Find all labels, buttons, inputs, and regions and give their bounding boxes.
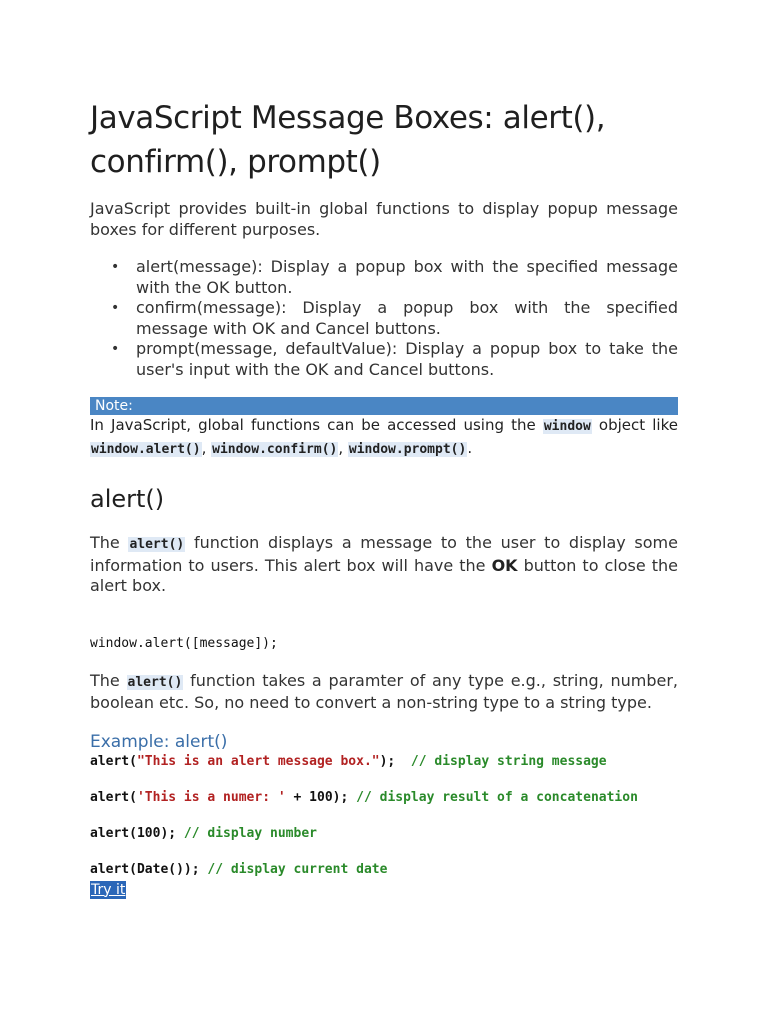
- code-comment: // display result of a concatenation: [356, 789, 638, 805]
- note-separator: ,: [338, 438, 348, 457]
- bullet-icon: •: [111, 341, 120, 357]
- functions-list: [90, 257, 678, 380]
- note-end: .: [467, 438, 473, 457]
- list-item-text: prompt(message, defaultValue): Display a popup box to take the user's input with the OK and Cancel buttons.: [136, 339, 678, 379]
- alert-description: [90, 533, 678, 597]
- code-text: alert(: [90, 789, 137, 805]
- window-confirm-code: window.confirm(): [212, 441, 338, 457]
- code-line: [90, 789, 678, 807]
- page-title-line2: confirm(), prompt(): [90, 144, 381, 180]
- code-text: alert(Date());: [90, 861, 208, 877]
- note-text-middle: object like: [598, 416, 678, 434]
- code-string: "This is an alert message box.": [136, 753, 380, 769]
- example-code-block: [90, 753, 678, 879]
- code-line: [90, 861, 678, 879]
- list-item-text: confirm(message): Display a popup box with the specified message with OK and Cancel buttons.: [136, 298, 678, 338]
- code-comment: // display number: [183, 825, 317, 841]
- example-title: Example: alert(): [90, 731, 228, 752]
- bullet-icon: •: [111, 259, 120, 275]
- code-string: 'This is a numer: ': [136, 789, 286, 805]
- ok-text: OK: [491, 555, 518, 575]
- alert-param-post: function takes a paramter of any type e.g., string, number, boolean etc. So, no need to convert a non-string type to a string type.: [90, 670, 679, 712]
- code-line: [90, 753, 678, 771]
- alert-param-pre: The: [90, 670, 120, 690]
- code-comment: // display string message: [410, 753, 607, 769]
- try-it-link[interactable]: Try it: [91, 881, 126, 898]
- alert-desc-post: button to close the alert box.: [90, 555, 679, 595]
- code-text: );: [379, 753, 411, 769]
- alert-desc-pre: The: [90, 533, 120, 552]
- alert-desc-mid: function displays a message to the user to display some information to users. This alert box will have the: [90, 533, 678, 575]
- page-title-line1: JavaScript Message Boxes: alert(),: [90, 100, 606, 136]
- list-item: [90, 257, 678, 298]
- note-text: [90, 415, 678, 460]
- list-item-text: alert(message): Display a popup box with the specified message with the OK button.: [136, 257, 678, 297]
- code-comment: // display current date: [207, 861, 388, 877]
- code-text: alert(: [90, 753, 137, 769]
- code-line: [90, 825, 678, 843]
- code-text: + 100);: [285, 789, 357, 805]
- list-item: [90, 298, 678, 339]
- alert-heading: alert(): [90, 485, 165, 513]
- alert-code: alert(): [129, 537, 185, 552]
- intro-paragraph: JavaScript provides built-in global functions to display popup message boxes for different purposes.: [90, 199, 678, 239]
- code-spacer: [90, 807, 678, 825]
- note-separator: ,: [201, 438, 212, 457]
- alert-parameter-description: [90, 671, 678, 714]
- note-header: Note:: [90, 397, 678, 415]
- document-page: [90, 96, 678, 899]
- window-prompt-code: window.prompt(): [348, 441, 467, 457]
- code-text: alert(100);: [90, 825, 184, 841]
- page-title: [90, 96, 678, 184]
- window-code: window: [543, 419, 591, 434]
- code-spacer: [90, 843, 678, 861]
- list-item: [90, 339, 678, 380]
- code-spacer: [90, 771, 678, 789]
- bullet-icon: •: [111, 300, 120, 316]
- alert-code: alert(): [127, 674, 183, 690]
- window-alert-code: window.alert(): [91, 441, 201, 457]
- alert-syntax: window.alert([message]);: [90, 635, 278, 651]
- note-text-before: In JavaScript, global functions can be accessed using the: [90, 416, 536, 434]
